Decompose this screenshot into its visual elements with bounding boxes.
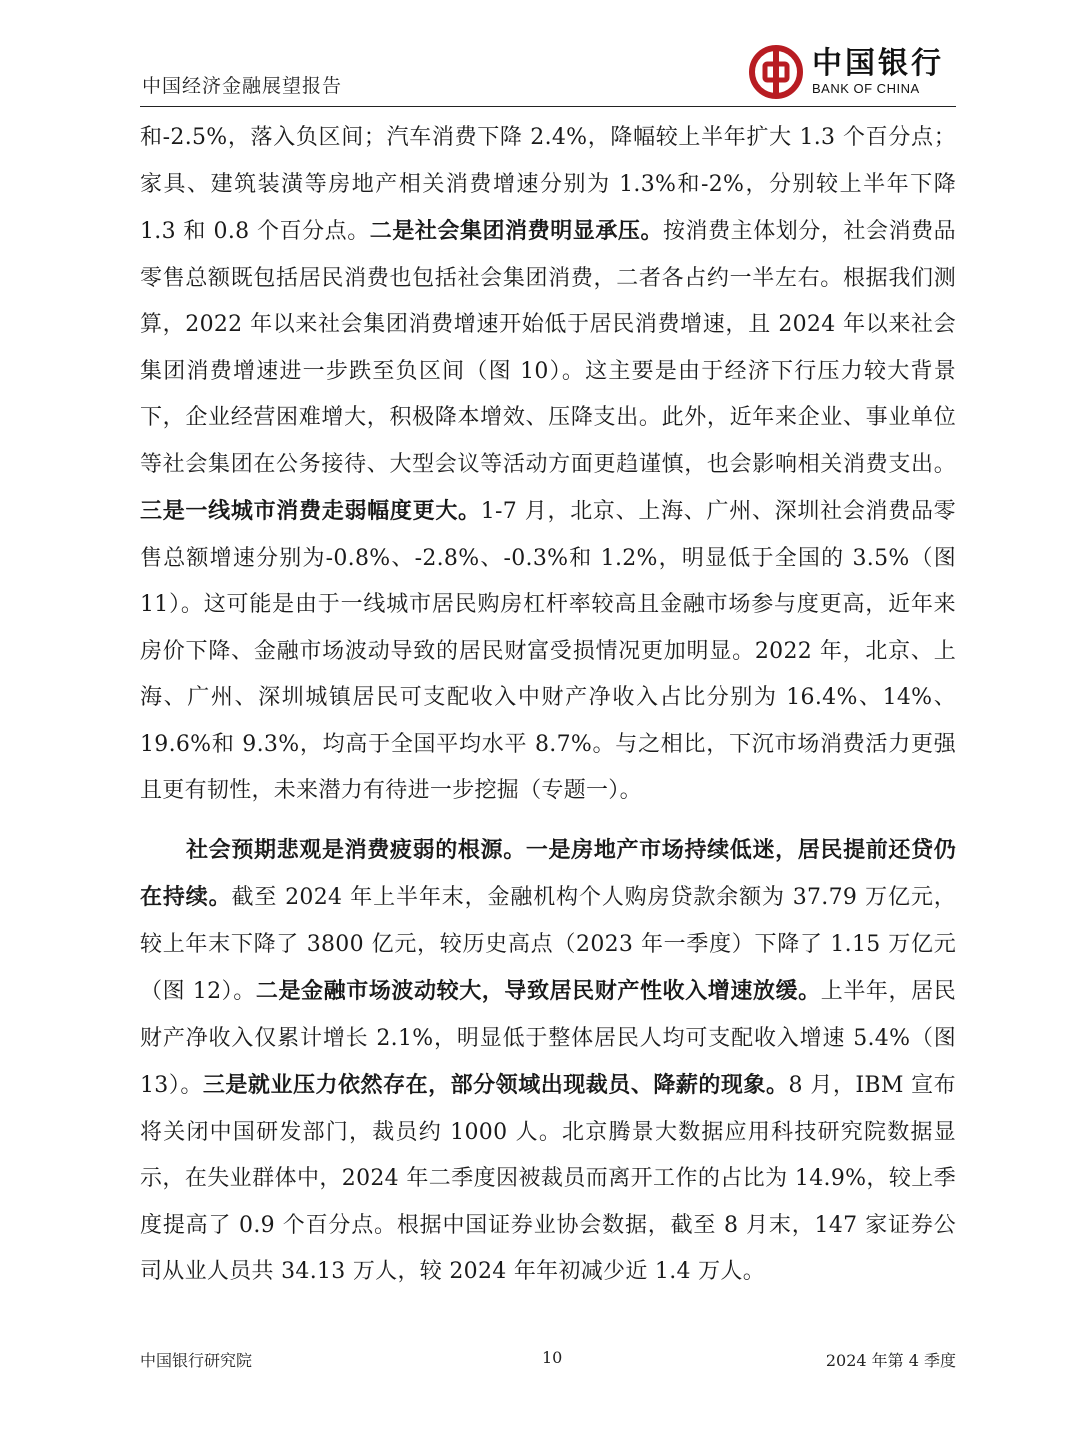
bank-of-china-emblem-icon [748, 44, 804, 100]
text-run: 截至 2024 年上半年末，金融机构个人购房贷款余额为 37.79 万亿元，较上年末下降了 3800 亿元，较历史高点（2023 年一季度）下降了 1.15 万亿元（图 12）。 [140, 885, 956, 1004]
footer-quarter: 2024 年第 4 季度 [825, 1351, 956, 1370]
bank-of-china-logo [748, 42, 944, 102]
bold-heading-run: 二是社会集团消费明显承压。 [369, 218, 663, 244]
text-run: 1-7 月，北京、上海、广州、深圳社会消费品零售总额增速分别为-0.8%、-2.8%、-0.3%和 1.2%，明显低于全国的 3.5%（图 11）。这可能是由于一线城市居民购房杠杆率较高且金融市场参与度更高，近年来房价下降、金融市场波动导致的居民财富受损情况更加明显。2022 年，北京、上海、广州、深圳城镇居民可支配收入中财产净收入占比分别为 16.4%、14%、19.6%和 9.3%，均高于全国平均水平 8.7%。与之相比，下沉市场消费活力更强且更有韧性，未来潜力有待进一步挖掘（专题一）。 [140, 499, 956, 803]
paragraph-consumption-1 [140, 115, 956, 815]
bold-heading-run: 三是一线城市消费走弱幅度更大。 [140, 498, 481, 524]
report-title: 中国经济金融展望报告 [142, 75, 343, 97]
bold-heading-run: 二是金融市场波动较大，导致居民财产性收入增速放缓。 [255, 978, 821, 1004]
bold-heading-run: 三是就业压力依然存在，部分领域出现裁员、降薪的现象。 [202, 1072, 789, 1098]
page-number: 10 [542, 1348, 563, 1367]
footer-institute: 中国银行研究院 [140, 1351, 253, 1370]
logo-text [812, 47, 944, 97]
paragraph-consumption-2 [140, 827, 956, 1296]
report-body [140, 115, 956, 1296]
text-run: 8 月，IBM 宣布将关闭中国研发部门，裁员约 1000 人。北京腾景大数据应用科技研究院数据显示，在失业群体中，2024 年二季度因被裁员而离开工作的占比为 14.9%，较上季度提高了 0.9 个百分点。根据中国证券业协会数据，截至 8 月末，147 家证券公司从业人员共 34.13 万人，较 2024 年年初减少近 1.4 万人。 [140, 1073, 956, 1284]
logo-chinese-name: 中国银行 [812, 46, 944, 81]
text-run: 和-2.5%，落入负区间；汽车消费下降 2.4%，降幅较上半年扩大 1.3 个百分点；家具、建筑装潢等房地产相关消费增速分别为 1.3%和-2%，分别较上半年下降 1.3 和 0.8 个百分点。 [140, 125, 956, 244]
page-footer [140, 1348, 956, 1372]
page-header [140, 40, 956, 107]
logo-english-name: BANK OF CHINA [812, 81, 920, 96]
text-run: 按消费主体划分，社会消费品零售总额既包括居民消费也包括社会集团消费，二者各占约一半左右。根据我们测算，2022 年以来社会集团消费增速开始低于居民消费增速，且 2024 年以来社会集团消费增速进一步跌至负区间（图 10）。这主要是由于经济下行压力较大背景下，企业经营困难增大，积极降本增效、压降支出。此外，近年来企业、事业单位等社会集团在公务接待、大型会议等活动方面更趋谨慎，也会影响相关消费支出。 [140, 219, 956, 477]
text-run: 上半年，居民财产净收入仅累计增长 2.1%，明显低于整体居民人均可支配收入增速 5.4%（图 13）。 [140, 979, 956, 1098]
bold-heading-run: 社会预期悲观是消费疲弱的根源。一是房地产市场持续低迷，居民提前还贷仍在持续。 [140, 836, 956, 910]
